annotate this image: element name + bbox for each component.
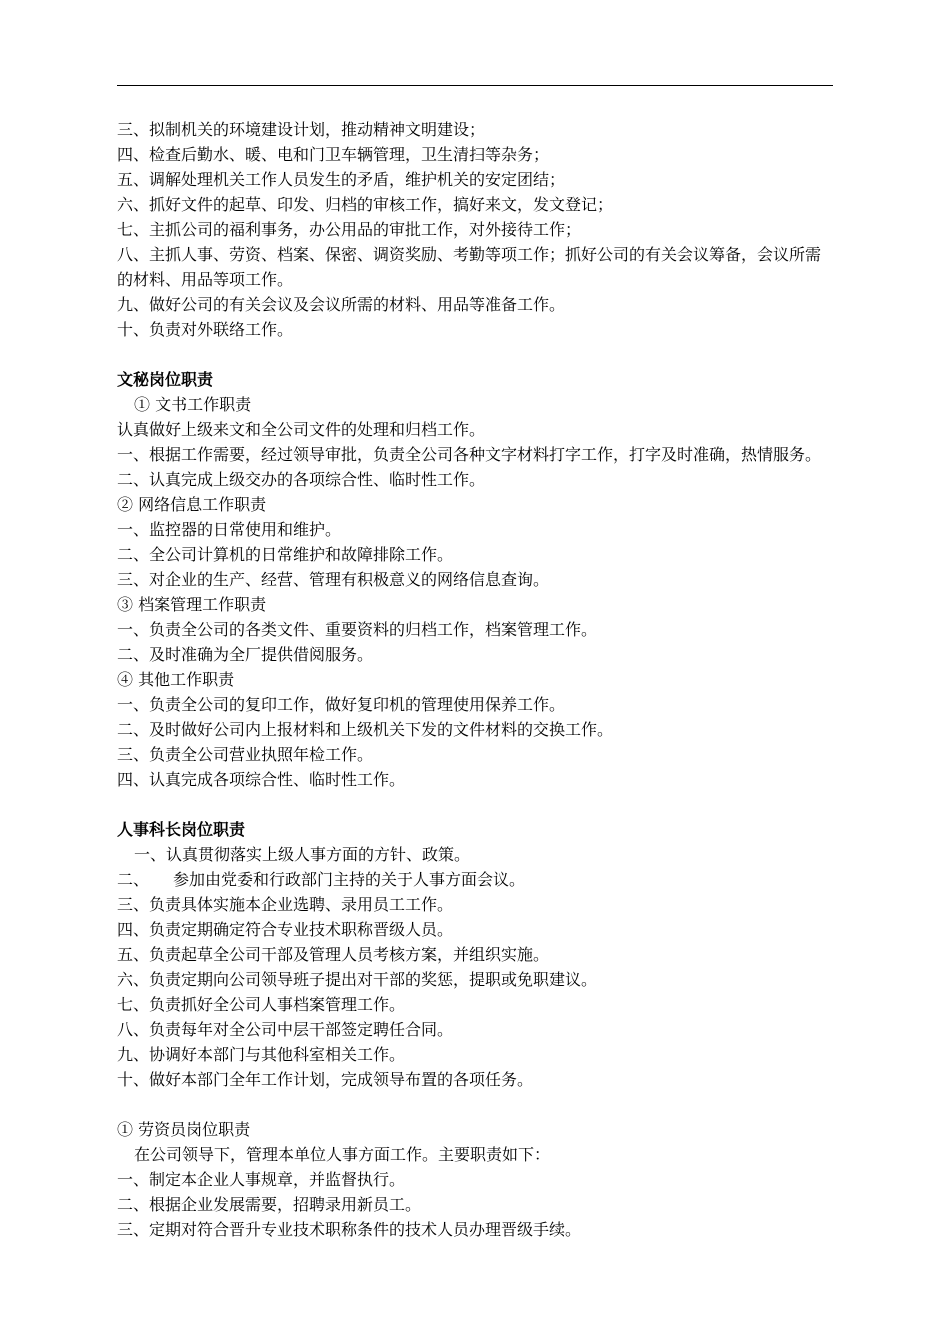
intro-text: 在公司领导下，管理本单位人事方面工作。主要职责如下： [134,1145,551,1164]
subsection-title: ① 文书工作职责 [134,395,252,414]
document-body [117,117,833,1242]
list-item: 一、认真贯彻落实上级人事方面的方针、政策。 [134,845,471,864]
list-item: 一、负责全公司的复印工作，做好复印机的管理使用保养工作。 [117,695,566,714]
list-item: 九、做好公司的有关会议及会议所需的材料、用品等准备工作。 [117,295,566,314]
list-item: 八、负责每年对全公司中层干部签定聘任合同。 [117,1020,454,1039]
section-secretary-duties [117,367,833,792]
list-item: 二、根据企业发展需要，招聘录用新员工。 [117,1195,422,1214]
list-item: 三、负责全公司营业执照年检工作。 [117,745,374,764]
list-item: 四、认真完成各项综合性、临时性工作。 [117,770,406,789]
subsection-title: ② 网络信息工作职责 [117,495,267,514]
list-item: 九、协调好本部门与其他科室相关工作。 [117,1045,406,1064]
list-item: 二、及时做好公司内上报材料和上级机关下发的文件材料的交换工作。 [117,720,614,739]
list-item: 一、制定本企业人事规章，并监督执行。 [117,1170,406,1189]
list-item: 六、负责定期向公司领导班子提出对干部的奖惩，提职或免职建议。 [117,970,598,989]
list-item: 四、检查后勤水、暖、电和门卫车辆管理，卫生清扫等杂务； [117,145,550,164]
list-item: 二、及时准确为全厂提供借阅服务。 [117,645,374,664]
list-item: 一、监控器的日常使用和维护。 [117,520,342,539]
section-title: 文秘岗位职责 [117,370,214,389]
list-item: 八、主抓人事、劳资、档案、保密、调资奖励、考勤等项工作；抓好公司的有关会议筹备，会议所需的材料、用品等项工作。 [117,245,822,289]
list-text: 参加由党委和行政部门主持的关于人事方面会议。 [173,870,526,889]
list-item: 一、负责全公司的各类文件、重要资料的归档工作，档案管理工作。 [117,620,598,639]
list-item: 二、全公司计算机的日常维护和故障排除工作。 [117,545,454,564]
list-item: 十、做好本部门全年工作计划，完成领导布置的各项任务。 [117,1070,534,1089]
section-admin-duties [117,117,833,342]
list-item: 七、主抓公司的福利事务，办公用品的审批工作，对外接待工作； [117,220,582,239]
section-payroll-clerk-duties [117,1117,833,1242]
list-item: 二、认真完成上级交办的各项综合性、临时性工作。 [117,470,486,489]
list-item: 六、抓好文件的起草、印发、归档的审核工作，搞好来文，发文登记； [117,195,614,214]
subsection-title: ③ 档案管理工作职责 [117,595,267,614]
list-item: 认真做好上级来文和全公司文件的处理和归档工作。 [117,420,486,439]
list-item: 三、拟制机关的环境建设计划，推动精神文明建设； [117,120,486,139]
list-item: 五、负责起草全公司干部及管理人员考核方案，并组织实施。 [117,945,550,964]
list-number: 二、 [117,870,150,889]
list-item [117,867,833,892]
section-hr-chief-duties [117,817,833,1092]
list-item: 一、根据工作需要，经过领导审批，负责全公司各种文字材料打字工作，打字及时准确，热情服务。 [117,445,822,464]
list-item: 三、负责具体实施本企业选聘、录用员工工作。 [117,895,454,914]
list-item: 三、对企业的生产、经营、管理有积极意义的网络信息查询。 [117,570,550,589]
list-item: 三、定期对符合晋升专业技术职称条件的技术人员办理晋级手续。 [117,1220,582,1239]
list-item: 四、负责定期确定符合专业技术职称晋级人员。 [117,920,454,939]
list-item: 五、调解处理机关工作人员发生的矛盾，维护机关的安定团结； [117,170,566,189]
list-item: 七、负责抓好全公司人事档案管理工作。 [117,995,406,1014]
header-rule [117,85,833,86]
subsection-title: ④ 其他工作职责 [117,670,235,689]
subsection-title: ① 劳资员岗位职责 [117,1120,251,1139]
list-item: 十、负责对外联络工作。 [117,320,294,339]
section-title: 人事科长岗位职责 [117,820,246,839]
